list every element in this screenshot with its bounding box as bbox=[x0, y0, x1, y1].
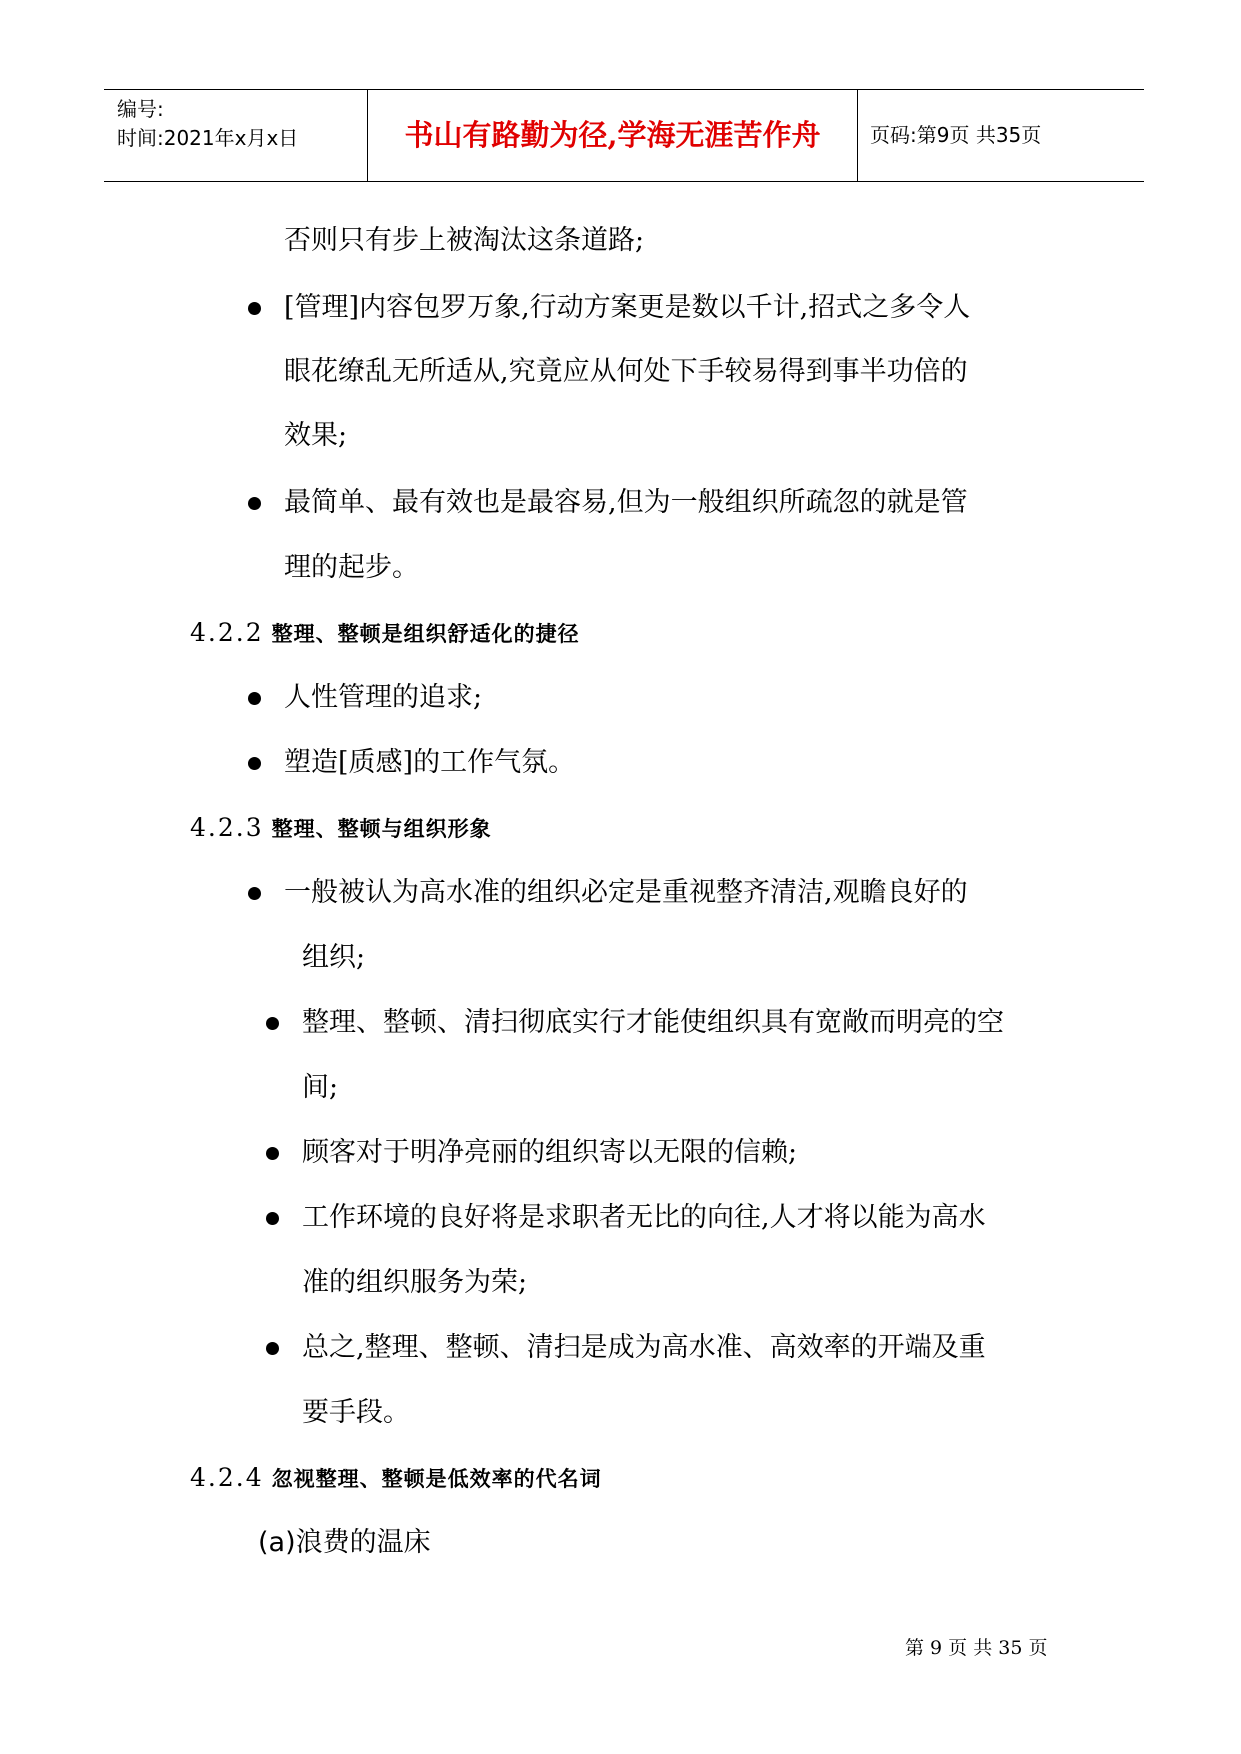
bullet-icon bbox=[248, 757, 261, 770]
page-header bbox=[104, 89, 1144, 182]
section-number: 4.2.4 bbox=[190, 1463, 264, 1492]
header-meta bbox=[104, 90, 368, 181]
text-line: 准的组织服务为荣; bbox=[302, 1267, 528, 1298]
section-title: 整理、整顿是组织舒适化的捷径 bbox=[271, 621, 580, 646]
section-number: 4.2.3 bbox=[190, 813, 264, 842]
text-line: 要手段。 bbox=[302, 1397, 410, 1428]
text-line: 最简单、最有效也是最容易,但为一般组织所疏忽的就是管 bbox=[284, 487, 968, 518]
bullet-icon bbox=[248, 497, 261, 510]
bullet-icon bbox=[266, 1147, 279, 1160]
date-label: 时间:2021年x月x日 bbox=[117, 126, 299, 150]
text-line: 效果; bbox=[284, 420, 348, 451]
bullet-icon bbox=[248, 302, 261, 315]
bullet-icon bbox=[248, 692, 261, 705]
text-line: 否则只有步上被淘汰这条道路; bbox=[284, 225, 645, 256]
serial-label: 编号: bbox=[117, 97, 164, 121]
text-line: 整理、整顿、清扫彻底实行才能使组织具有宽敞而明亮的空 bbox=[302, 1007, 1004, 1038]
text-line: 理的起步。 bbox=[284, 552, 419, 583]
section-heading-4-2-4 bbox=[190, 1462, 602, 1495]
text-line: 总之,整理、整顿、清扫是成为高水准、高效率的开端及重 bbox=[302, 1332, 986, 1363]
bullet-icon bbox=[266, 1342, 279, 1355]
page-footer: 第 9 页 共 35 页 bbox=[905, 1637, 1048, 1659]
header-page-info: 页码:第9页 共35页 bbox=[870, 123, 1042, 147]
text-line: 人性管理的追求; bbox=[284, 682, 483, 713]
subsection-a: (a)浪费的温床 bbox=[258, 1527, 431, 1558]
section-title: 忽视整理、整顿是低效率的代名词 bbox=[271, 1466, 602, 1491]
bullet-icon bbox=[266, 1212, 279, 1225]
text-line: [管理]内容包罗万象,行动方案更是数以千计,招式之多令人 bbox=[284, 292, 971, 323]
header-motto: 书山有路勤为径,学海无涯苦作舟 bbox=[368, 90, 858, 181]
bullet-icon bbox=[266, 1017, 279, 1030]
text-line: 顾客对于明净亮丽的组织寄以无限的信赖; bbox=[302, 1137, 798, 1168]
bullet-icon bbox=[248, 887, 261, 900]
text-line: 塑造[质感]的工作气氛。 bbox=[284, 747, 576, 778]
section-heading-4-2-2 bbox=[190, 617, 580, 650]
section-title: 整理、整顿与组织形象 bbox=[271, 816, 492, 841]
text-line: 眼花缭乱无所适从,究竟应从何处下手较易得到事半功倍的 bbox=[284, 356, 968, 387]
section-number: 4.2.2 bbox=[190, 618, 264, 647]
text-line: 一般被认为高水准的组织必定是重视整齐清洁,观瞻良好的 bbox=[284, 877, 968, 908]
section-heading-4-2-3 bbox=[190, 812, 492, 845]
text-line: 间; bbox=[302, 1072, 339, 1103]
text-line: 组织; bbox=[302, 942, 366, 973]
text-line: 工作环境的良好将是求职者无比的向往,人才将以能为高水 bbox=[302, 1202, 986, 1233]
